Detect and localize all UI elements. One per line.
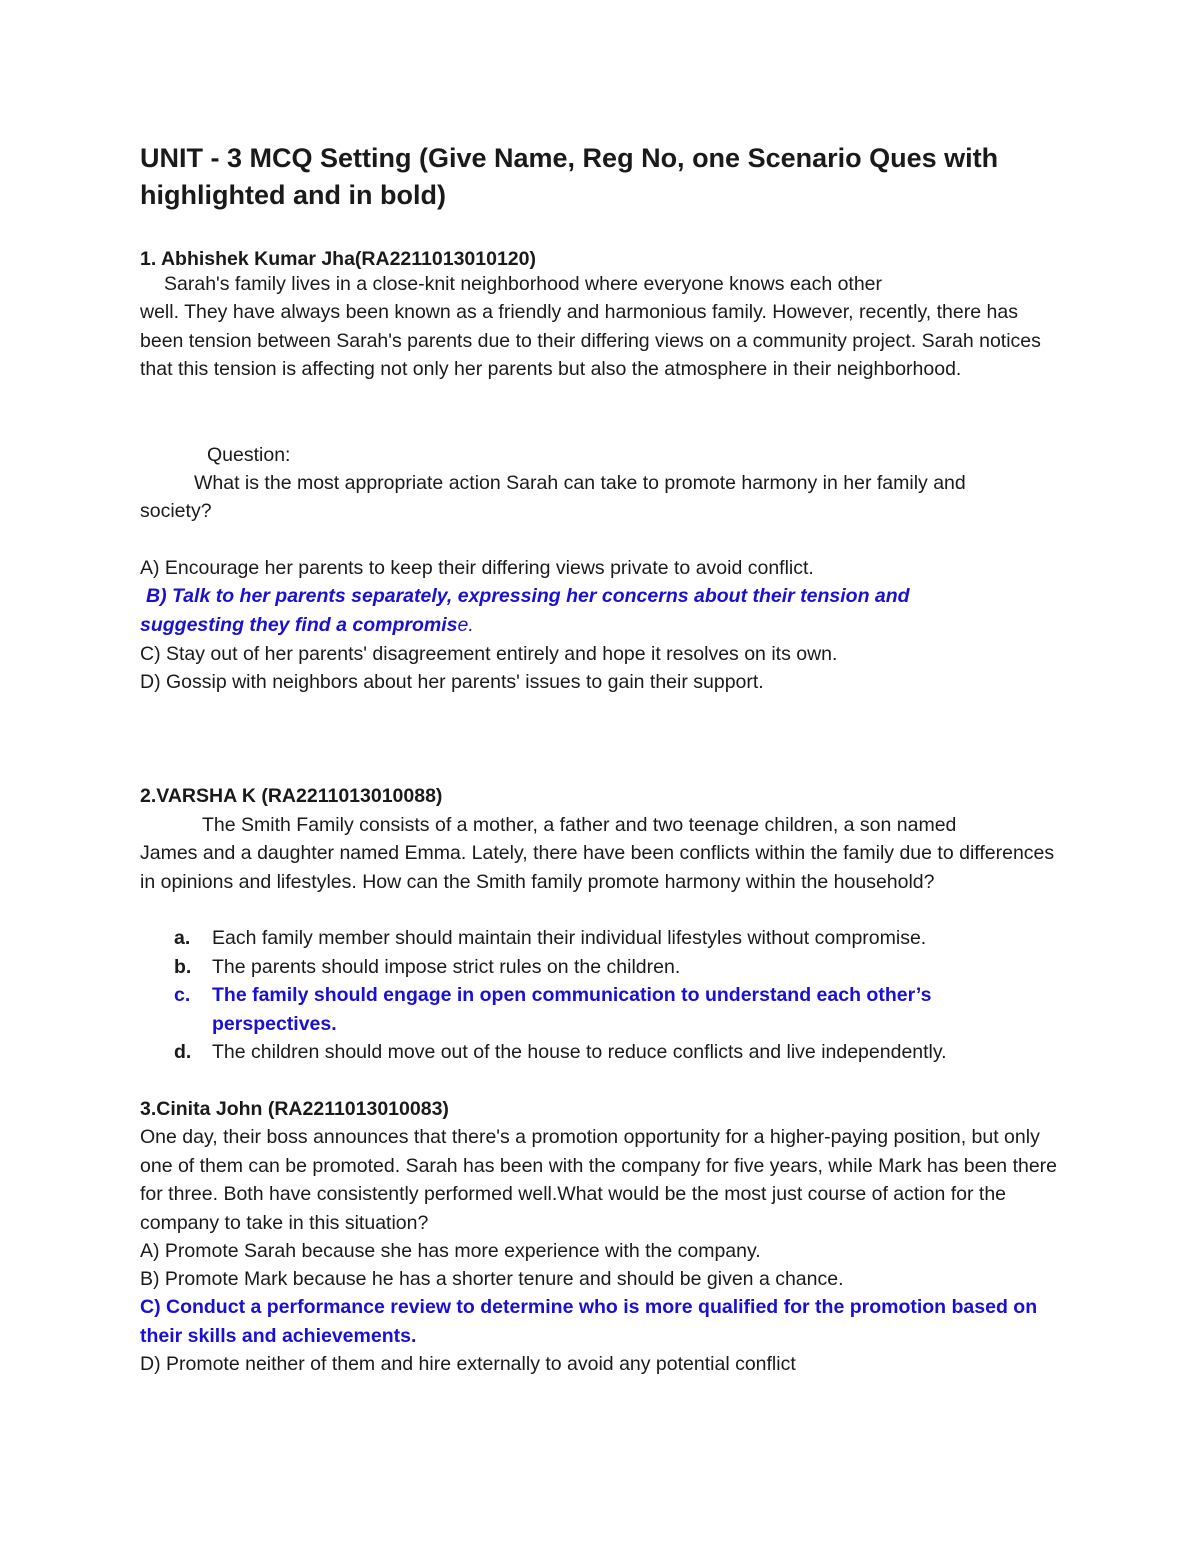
q2-option-c-marker: c. — [174, 984, 191, 1006]
q1-option-c: C) Stay out of her parents' disagreement entirely and hope it resolves on its own. — [140, 643, 838, 665]
q1-option-a: A) Encourage her parents to keep their differing views private to avoid conflict. — [140, 557, 814, 579]
q2-option-a-marker: a. — [174, 927, 191, 949]
q2-option-d-marker: d. — [174, 1041, 192, 1063]
q1-option-b-answer: B) Talk to her parents separately, expressing her concerns about their tension and — [146, 585, 910, 607]
q3-option-b: B) Promote Mark because he has a shorter tenure and should be given a chance. — [140, 1268, 844, 1290]
q1-question-first-line: What is the most appropriate action Sarah can take to promote harmony in her family and — [194, 472, 966, 494]
q2-option-b-marker: b. — [174, 955, 192, 978]
q2-option-a — [140, 924, 1060, 953]
q2-option-d — [140, 1038, 1060, 1067]
q3-scenario: One day, their boss announces that there's a promotion opportunity for a higher-paying position, but only one of them can be promoted. Sarah has been with the company for five years, while Mark has been there for three. Both have consistently performed well.What would be the most just course of action for the company to take in this situation? — [140, 1126, 1058, 1234]
q1-question-label: Question: — [207, 444, 291, 466]
q2-option-b-text: The parents should impose strict rules on the children. — [212, 955, 681, 978]
document-title: UNIT - 3 MCQ Setting (Give Name, Reg No, one Scenario Ques with highlighted and in bold) — [140, 143, 999, 210]
q2-options-list — [140, 924, 1060, 1067]
q2-option-b — [140, 953, 1060, 982]
q2-option-d-text: The children should move out of the house to reduce conflicts and live independently. — [212, 1041, 947, 1063]
q3-heading: 3.Cinita John (RA2211013010083) — [140, 1098, 449, 1120]
q1-option-b-line2: suggesting they find a compromis — [140, 614, 458, 636]
q1-option-b-tail: e. — [457, 614, 474, 636]
q2-option-c-text: The family should engage in open communication to understand each other’s perspectives. — [212, 984, 932, 1035]
q3-option-d: D) Promote neither of them and hire externally to avoid any potential conflict — [140, 1353, 796, 1375]
q1-option-d: D) Gossip with neighbors about her parents' issues to gain their support. — [140, 671, 764, 693]
q2-scenario: James and a daughter named Emma. Lately, there have been conflicts within the family due to differences in opinions and lifestyles. How can the Smith family promote harmony within the household? — [140, 842, 1055, 893]
q2-heading: 2.VARSHA K (RA2211013010088) — [140, 785, 443, 807]
q2-option-a-text: Each family member should maintain their individual lifestyles without compromise. — [212, 927, 927, 949]
q3-option-a: A) Promote Sarah because she has more experience with the company. — [140, 1240, 761, 1262]
q1-question-rest: society? — [140, 500, 212, 522]
q3-option-c-answer: C) Conduct a performance review to determine who is more qualified for the promotion based on their skills and achievements. — [140, 1296, 1038, 1347]
q1-scenario: well. They have always been known as a friendly and harmonious family. However, recently, there has been tension between Sarah's parents due to their differing views on a community project. Sarah notices that this tension is affecting not only her parents but also the atmosphere in their neighborhood. — [140, 301, 1041, 380]
q1-option-b-answer-cont — [140, 611, 1060, 640]
q1-scenario-first-line: Sarah's family lives in a close-knit neighborhood where everyone knows each other — [164, 273, 883, 295]
q1-heading: 1. Abhishek Kumar Jha(RA2211013010120) — [140, 248, 536, 270]
q2-option-c-answer — [140, 981, 1060, 1038]
q2-scenario-first-line: The Smith Family consists of a mother, a father and two teenage children, a son named — [202, 814, 957, 836]
